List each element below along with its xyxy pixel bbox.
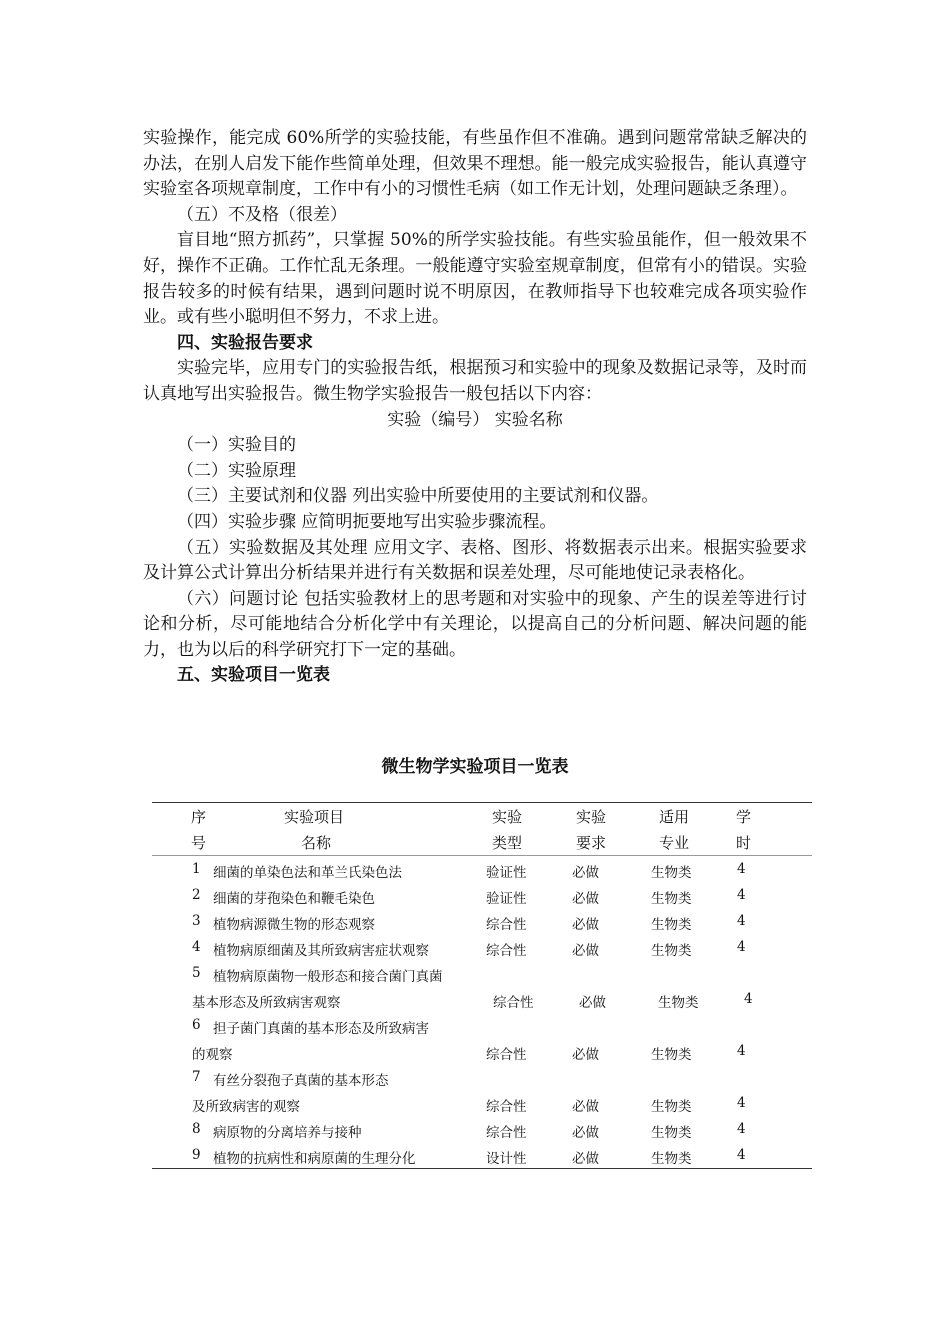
table-row (152, 908, 812, 934)
cell-type: 综合性 (493, 995, 534, 1011)
cell-major: 生物类 (651, 865, 692, 881)
cell-no: 4 (192, 939, 201, 955)
table-header-row (152, 803, 812, 829)
cell-type: 验证性 (486, 865, 527, 881)
header-cell: 实验项目 (284, 808, 345, 826)
table-row (152, 960, 812, 986)
table-row-continued (152, 986, 812, 1012)
report-item: （四）实验步骤 应简明扼要地写出实验步骤流程。 (177, 511, 557, 532)
cell-req: 必做 (572, 865, 599, 881)
cell-name: 担子菌门真菌的基本形态及所致病害 (213, 1021, 429, 1037)
header-cell: 实验 (576, 808, 607, 826)
cell-major: 生物类 (651, 1099, 692, 1115)
cell-major: 生物类 (658, 995, 699, 1011)
cell-major: 生物类 (651, 891, 692, 907)
cell-no: 8 (192, 1121, 201, 1137)
cell-major: 生物类 (651, 1047, 692, 1063)
table-row (152, 1116, 812, 1142)
header-cell: 要求 (576, 834, 607, 852)
report-item: （三）主要试剂和仪器 列出实验中所要使用的主要试剂和仪器。 (177, 486, 659, 507)
header-cell: 序 (191, 808, 207, 826)
table-row (152, 882, 812, 908)
report-item: （二）实验原理 (177, 460, 296, 481)
cell-no: 9 (192, 1147, 201, 1163)
cell-name: 基本形态及所致病害观察 (192, 995, 341, 1011)
cell-type: 综合性 (486, 1125, 527, 1141)
cell-type: 综合性 (486, 917, 527, 933)
cell-type: 设计性 (486, 1151, 527, 1167)
paragraph: 实验操作，能完成 60%所学的实验技能，有些虽作但不准确。遇到问题常常缺乏解决的办法，在别人启发下能作些简单处理，但效果不理想。能一般完成实验报告，能认真遵守实验室各项规章制度，工作中有小的习惯性毛病（如工作无计划，处理问题缺乏条理）。 (143, 128, 807, 200)
cell-req: 必做 (572, 1151, 599, 1167)
cell-req: 必做 (572, 1047, 599, 1063)
table-header-row (152, 829, 812, 855)
header-cell: 号 (191, 834, 207, 852)
cell-name: 细菌的单染色法和革兰氏染色法 (213, 865, 402, 881)
cell-major: 生物类 (651, 1125, 692, 1141)
header-cell: 类型 (492, 834, 523, 852)
cell-hours: 4 (737, 861, 746, 877)
table-row (152, 856, 812, 882)
cell-type: 综合性 (486, 1047, 527, 1063)
cell-name: 及所致病害的观察 (192, 1099, 300, 1115)
experiment-table (152, 802, 812, 1169)
cell-hours: 4 (737, 913, 746, 929)
cell-hours: 4 (744, 991, 753, 1007)
table-row (152, 934, 812, 960)
cell-req: 必做 (572, 917, 599, 933)
section-heading: 五、实验项目一览表 (177, 665, 330, 686)
paragraph: 盲目地“照方抓药”，只掌握 50%的所学实验技能。有些实验虽能作，但一般效果不好，操作不正确。工作忙乱无条理。一般能遵守实验室规章制度，但常有小的错误。实验报告较多的时候有结果，遇到问题时说不明原因，在教师指导下也较难完成各项实验作业。或有些小聪明但不努力，不求上进。 (143, 230, 807, 328)
header-cell: 名称 (301, 834, 332, 852)
cell-name: 植物病源微生物的形态观察 (213, 917, 375, 933)
report-item: （六）问题讨论 包括实验教材上的思考题和对实验中的现象、产生的误差等进行讨论和分析，尽可能地结合分析化学中有关理论，以提高自己的分析问题、解决问题的能力，也为以后的科学研究打下一定的基础。 (143, 588, 807, 660)
cell-req: 必做 (572, 891, 599, 907)
cell-name: 的观察 (192, 1047, 233, 1063)
cell-no: 7 (192, 1069, 201, 1085)
cell-hours: 4 (737, 887, 746, 903)
paragraph: 实验完毕，应用专门的实验报告纸，根据预习和实验中的现象及数据记录等，及时而认真地写出实验报告。微生物学实验报告一般包括以下内容： (143, 358, 807, 404)
cell-major: 生物类 (651, 1151, 692, 1167)
cell-name: 植物病原细菌及其所致病害症状观察 (213, 943, 429, 959)
cell-name: 植物的抗病性和病原菌的生理分化 (213, 1151, 416, 1167)
report-item: （一）实验目的 (177, 435, 296, 456)
cell-major: 生物类 (651, 917, 692, 933)
cell-name: 病原物的分离培养与接种 (213, 1125, 362, 1141)
cell-name: 有丝分裂孢子真菌的基本形态 (213, 1073, 389, 1089)
header-cell: 专业 (659, 834, 690, 852)
report-item: （五）实验数据及其处理 应用文字、表格、图形、将数据表示出来。根据实验要求及计算公式计算出分析结果并进行有关数据和误差处理，尽可能地使记录表格化。 (143, 537, 807, 584)
cell-name: 植物病原菌物一般形态和接合菌门真菌 (213, 969, 443, 985)
table-title: 微生物学实验项目一览表 (381, 757, 569, 777)
cell-type: 综合性 (486, 1099, 527, 1115)
cell-req: 必做 (579, 995, 606, 1011)
cell-hours: 4 (737, 939, 746, 955)
header-cell: 时 (736, 834, 752, 852)
cell-name: 细菌的芽孢染色和鞭毛染色 (213, 891, 375, 907)
table-row (152, 1064, 812, 1090)
cell-no: 3 (192, 913, 201, 929)
header-cell: 实验 (492, 808, 523, 826)
cell-hours: 4 (737, 1095, 746, 1111)
header-cell: 适用 (659, 808, 690, 826)
cell-req: 必做 (572, 943, 599, 959)
report-title-line: 实验（编号） 实验名称 (387, 409, 563, 430)
table-row-continued (152, 1038, 812, 1064)
cell-req: 必做 (572, 1099, 599, 1115)
grade-heading: （五）不及格（很差） (177, 204, 347, 225)
cell-no: 5 (192, 965, 201, 981)
cell-req: 必做 (572, 1125, 599, 1141)
cell-type: 综合性 (486, 943, 527, 959)
cell-hours: 4 (737, 1043, 746, 1059)
cell-hours: 4 (737, 1147, 746, 1163)
document-body (143, 126, 807, 689)
cell-no: 2 (192, 887, 201, 903)
header-cell: 学 (736, 808, 752, 826)
cell-major: 生物类 (651, 943, 692, 959)
table-row (152, 1142, 812, 1168)
cell-no: 1 (192, 861, 201, 877)
section-heading: 四、实验报告要求 (177, 332, 313, 353)
table-row (152, 1012, 812, 1038)
cell-type: 验证性 (486, 891, 527, 907)
table-row-continued (152, 1090, 812, 1116)
cell-hours: 4 (737, 1121, 746, 1137)
cell-no: 6 (192, 1017, 201, 1033)
